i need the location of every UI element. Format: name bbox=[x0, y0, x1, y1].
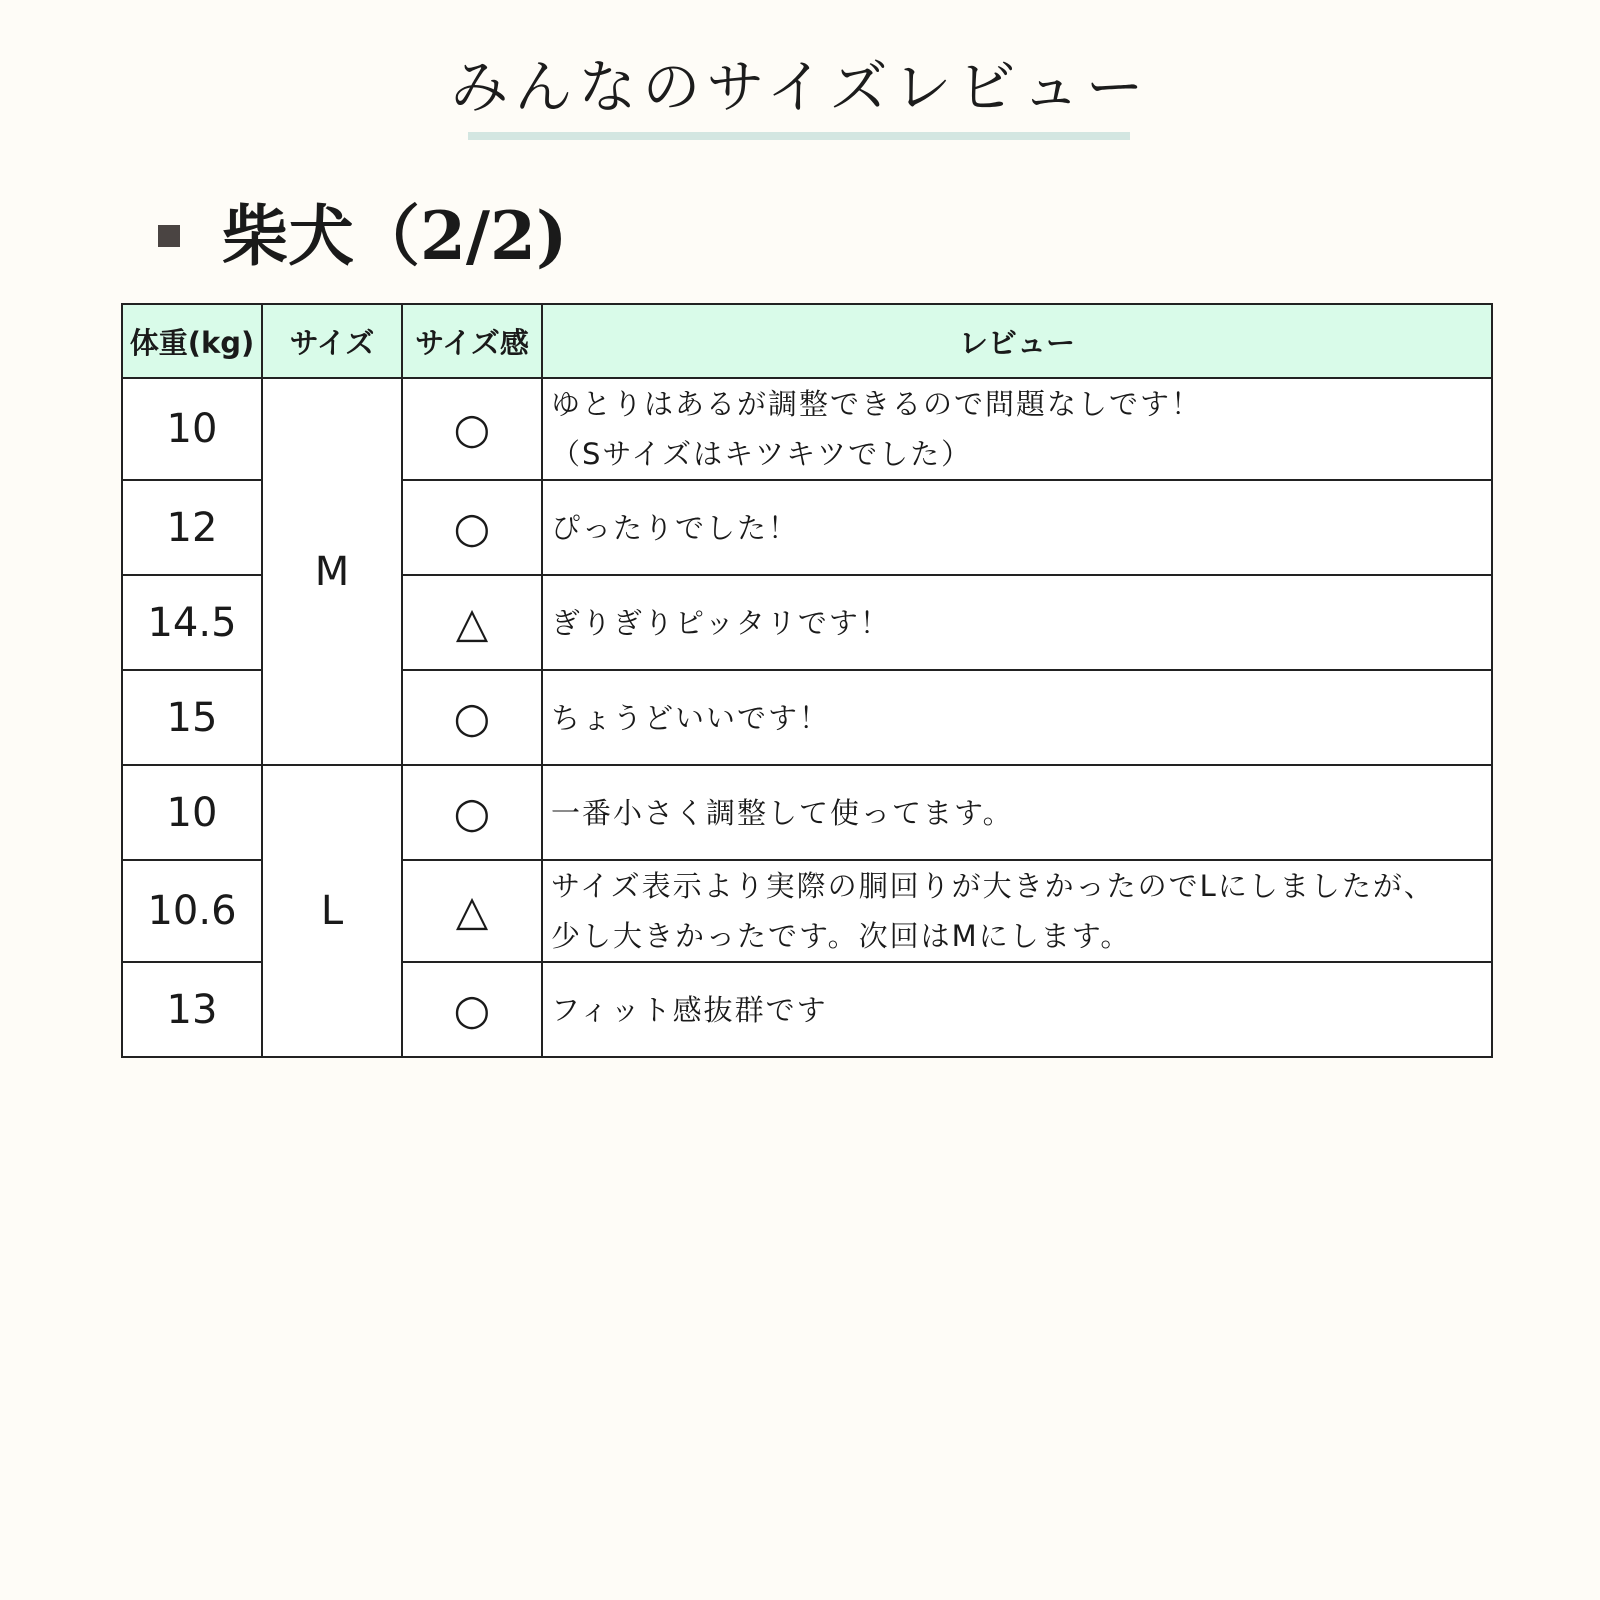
title-underline bbox=[468, 132, 1130, 140]
fit-mark: △ bbox=[455, 597, 489, 647]
table-header-row bbox=[122, 304, 1492, 378]
size-cell: M bbox=[262, 378, 402, 765]
review-cell: ぎりぎりピッタリです！ bbox=[542, 575, 1492, 670]
review-cell: ゆとりはあるが調整できるので問題なしです！ （Sサイズはキツキツでした） bbox=[542, 378, 1492, 480]
weight-cell: 13 bbox=[122, 962, 262, 1057]
fit-cell bbox=[402, 575, 542, 670]
column-header-fit: サイズ感 bbox=[402, 304, 542, 378]
review-cell: ぴったりでした！ bbox=[542, 480, 1492, 575]
fit-mark: ○ bbox=[453, 692, 491, 742]
weight-cell: 10 bbox=[122, 765, 262, 860]
table-row bbox=[122, 765, 1492, 860]
fit-mark: △ bbox=[455, 886, 489, 935]
section-heading bbox=[158, 196, 567, 276]
review-cell: フィット感抜群です bbox=[542, 962, 1492, 1057]
review-cell: 一番小さく調整して使ってます。 bbox=[542, 765, 1492, 860]
page-title: みんなのサイズレビュー bbox=[450, 53, 1150, 121]
column-header-size: サイズ bbox=[262, 304, 402, 378]
fit-cell bbox=[402, 765, 542, 860]
column-header-weight: 体重(kg) bbox=[122, 304, 262, 378]
fit-mark: ○ bbox=[453, 502, 491, 552]
review-cell: ちょうどいいです！ bbox=[542, 670, 1492, 765]
weight-cell: 15 bbox=[122, 670, 262, 765]
fit-cell bbox=[402, 480, 542, 575]
fit-cell bbox=[402, 860, 542, 962]
fit-cell bbox=[402, 670, 542, 765]
fit-cell bbox=[402, 378, 542, 480]
weight-cell: 10 bbox=[122, 378, 262, 480]
weight-cell: 14.5 bbox=[122, 575, 262, 670]
weight-cell: 12 bbox=[122, 480, 262, 575]
section-title: 柴犬（2/2) bbox=[222, 197, 568, 275]
blank-area bbox=[0, 1060, 1600, 1600]
fit-cell bbox=[402, 962, 542, 1057]
weight-cell: 10.6 bbox=[122, 860, 262, 962]
fit-mark: ○ bbox=[453, 404, 491, 453]
column-header-review: レビュー bbox=[542, 304, 1492, 378]
review-cell: サイズ表示より実際の胴回りが大きかったのでLにしましたが、 少し大きかったです。次回はMにします。 bbox=[542, 860, 1492, 962]
size-review-table bbox=[121, 303, 1493, 1058]
table-row bbox=[122, 378, 1492, 480]
fit-mark: ○ bbox=[453, 787, 491, 837]
fit-mark: ○ bbox=[453, 984, 491, 1034]
square-bullet-icon bbox=[158, 225, 180, 247]
size-cell: L bbox=[262, 765, 402, 1057]
